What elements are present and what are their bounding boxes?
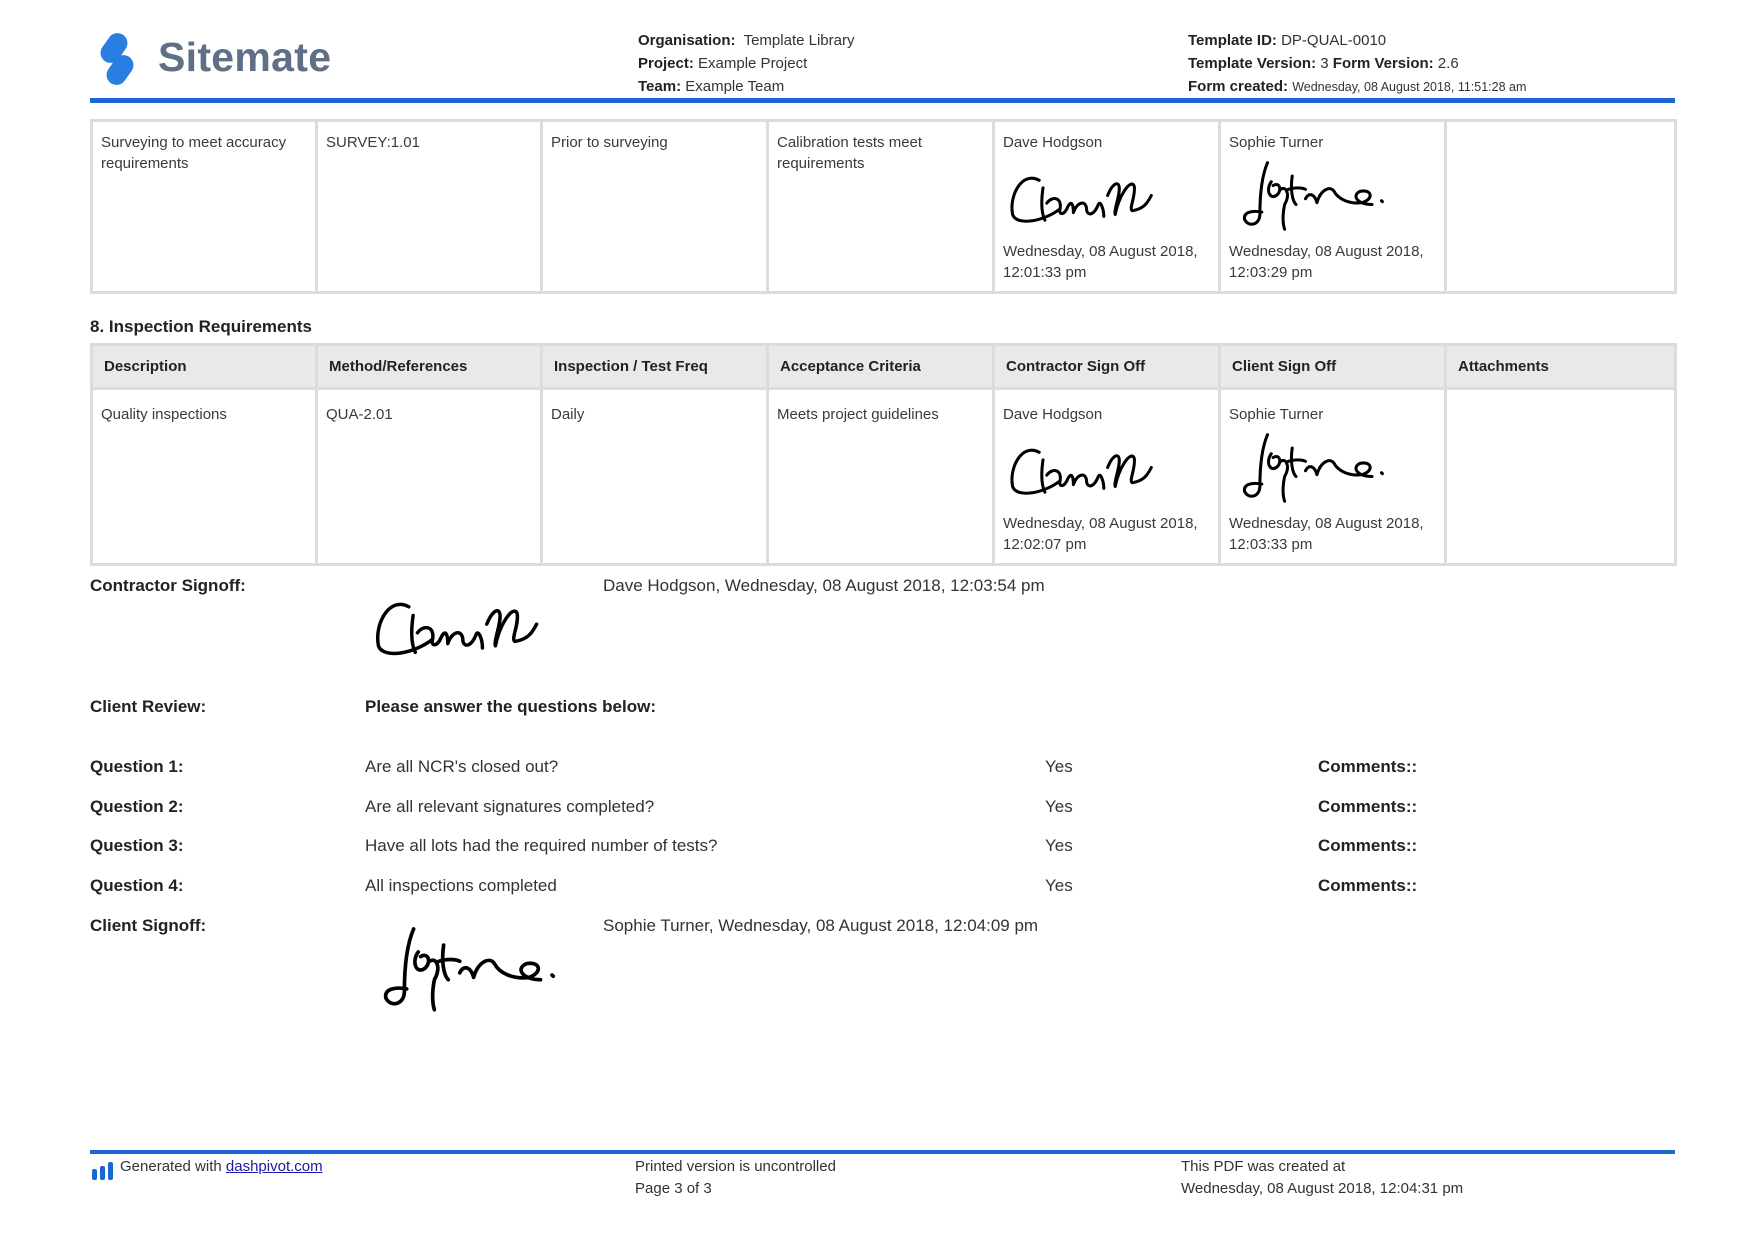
comments-label: Comments:: [1318, 797, 1418, 816]
comments-label: Comments:: [1318, 757, 1418, 776]
contractor-signoff-time: Wednesday, 08 August 2018, 12:01:33 pm [1003, 243, 1198, 281]
question-answer: Yes [1045, 836, 1073, 855]
form-version-label: Form Version: [1332, 55, 1434, 72]
project-value: Example Project [698, 55, 808, 72]
client-signoff-cell [1220, 121, 1446, 293]
question-label: Question 2: [90, 797, 184, 816]
question-answer: Yes [1045, 757, 1073, 776]
sitemate-logo-icon [94, 30, 140, 88]
sitemate-logo-text: Sitemate [158, 34, 332, 80]
column-header-frequency: Inspection / Test Freq [542, 345, 768, 389]
question-text: Are all NCR's closed out? [365, 757, 559, 776]
footer-print-info [635, 1156, 836, 1200]
description-cell: Surveying to meet accuracy requirements [92, 121, 317, 293]
client-signoff-time: Wednesday, 08 August 2018, 12:03:33 pm [1229, 515, 1424, 553]
contractor-name: Dave Hodgson [1003, 134, 1103, 151]
method-cell: SURVEY:1.01 [317, 121, 542, 293]
table-row [92, 389, 1676, 565]
template-version-value: 3 [1320, 55, 1329, 72]
header-project-info [638, 29, 854, 98]
footer-pdf-created [1181, 1156, 1463, 1200]
project-label: Project: [638, 55, 694, 72]
table-row [92, 121, 1676, 293]
contractor-signoff-cell [994, 389, 1220, 565]
client-name: Sophie Turner [1229, 406, 1324, 423]
dashpivot-link[interactable]: dashpivot.com [225, 1158, 323, 1175]
generated-prefix: Generated with [120, 1158, 222, 1175]
template-id-label: Template ID: [1188, 32, 1277, 49]
attachments-cell [1446, 121, 1676, 293]
client-name: Sophie Turner [1229, 134, 1324, 151]
form-created-value: Wednesday, 08 August 2018, 11:51:28 am [1292, 80, 1527, 94]
pdf-created-value: Wednesday, 08 August 2018, 12:04:31 pm [1181, 1180, 1464, 1197]
question-text: Are all relevant signatures completed? [365, 797, 655, 816]
client-review-label: Client Review: [90, 697, 207, 716]
table-header-row [92, 345, 1676, 389]
frequency-cell: Daily [542, 389, 768, 565]
contractor-signoff-cell [994, 121, 1220, 293]
criteria-cell: Calibration tests meet requirements [768, 121, 994, 293]
question-label: Question 1: [90, 757, 184, 776]
contractor-signoff-signature [366, 585, 546, 669]
column-header-attachments: Attachments [1446, 345, 1676, 389]
question-label: Question 4: [90, 876, 184, 895]
organisation-label: Organisation: [638, 32, 736, 49]
page-number: Page 3 of 3 [635, 1180, 712, 1197]
client-signoff-time: Wednesday, 08 August 2018, 12:03:29 pm [1229, 243, 1424, 281]
header-template-info [1188, 29, 1526, 99]
contractor-signoff-text: Dave Hodgson, Wednesday, 08 August 2018, 12:03:54 pm [603, 576, 1045, 595]
team-label: Team: [638, 78, 682, 95]
column-header-criteria: Acceptance Criteria [768, 345, 994, 389]
criteria-cell: Meets project guidelines [768, 389, 994, 565]
comments-label: Comments:: [1318, 836, 1418, 855]
column-header-method: Method/References [317, 345, 542, 389]
footer-divider [90, 1150, 1675, 1154]
question-answer: Yes [1045, 876, 1073, 895]
team-value: Example Team [685, 78, 785, 95]
inspection-requirements-table [90, 343, 1677, 566]
client-signature-image [1229, 427, 1389, 509]
contractor-signoff-time: Wednesday, 08 August 2018, 12:02:07 pm [1003, 515, 1198, 553]
frequency-cell: Prior to surveying [542, 121, 768, 293]
uncontrolled-notice: Printed version is uncontrolled [635, 1158, 836, 1175]
contractor-signature-image [1003, 155, 1163, 237]
client-signoff-cell [1220, 389, 1446, 565]
footer-generated [120, 1156, 323, 1178]
dashpivot-icon [92, 1162, 114, 1180]
organisation-value: Template Library [743, 32, 855, 49]
contractor-signature-image [1003, 427, 1163, 509]
question-text: All inspections completed [365, 876, 557, 895]
comments-label: Comments:: [1318, 876, 1418, 895]
description-cell: Quality inspections [92, 389, 317, 565]
method-cell: QUA-2.01 [317, 389, 542, 565]
column-header-client-signoff: Client Sign Off [1220, 345, 1446, 389]
header-divider [90, 98, 1675, 103]
pdf-created-label: This PDF was created at [1181, 1158, 1346, 1175]
section-title: 8. Inspection Requirements [90, 317, 312, 336]
question-label: Question 3: [90, 836, 184, 855]
client-signature-image [1229, 155, 1389, 237]
template-version-label: Template Version: [1188, 55, 1317, 72]
contractor-name: Dave Hodgson [1003, 406, 1103, 423]
column-header-contractor-signoff: Contractor Sign Off [994, 345, 1220, 389]
template-id-value: DP-QUAL-0010 [1281, 32, 1387, 49]
contractor-signoff-label: Contractor Signoff: [90, 576, 246, 595]
form-version-value: 2.6 [1437, 55, 1459, 72]
question-text: Have all lots had the required number of tests? [365, 836, 718, 855]
column-header-description: Description [92, 345, 317, 389]
client-signoff-signature [374, 922, 564, 1012]
previous-requirements-table [90, 119, 1677, 294]
form-created-label: Form created: [1188, 78, 1289, 95]
attachments-cell [1446, 389, 1676, 565]
question-answer: Yes [1045, 797, 1073, 816]
client-signoff-text: Sophie Turner, Wednesday, 08 August 2018, 12:04:09 pm [603, 916, 1039, 935]
client-signoff-label: Client Signoff: [90, 916, 207, 935]
client-review-prompt: Please answer the questions below: [365, 697, 656, 716]
